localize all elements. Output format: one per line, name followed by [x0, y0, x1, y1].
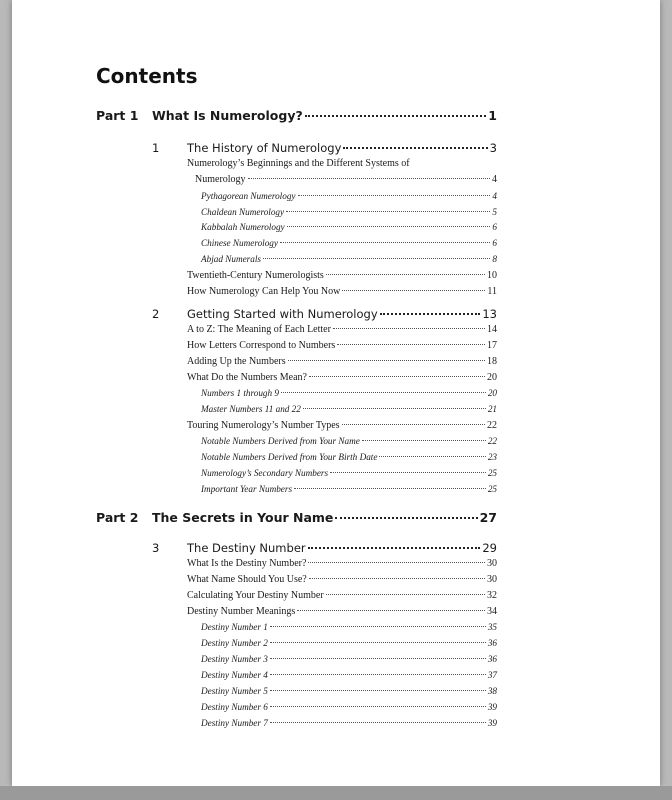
- page-number: 20: [487, 372, 497, 383]
- part-2-entry[interactable]: [96, 510, 497, 525]
- dot-leader: [326, 274, 485, 275]
- subsection-title: Numbers 1 through 9: [201, 388, 280, 398]
- section-title: How Numerology Can Help You Now: [187, 286, 341, 297]
- part-title: The Secrets in Your Name: [152, 510, 334, 525]
- subsection-entry[interactable]: [201, 702, 497, 712]
- dot-leader: [287, 226, 491, 227]
- subsection-entry[interactable]: [201, 207, 497, 217]
- page-number: 4: [492, 174, 497, 185]
- page-number: 6: [492, 222, 497, 232]
- section-title: What Name Should You Use?: [187, 574, 307, 585]
- page-number: 29: [482, 541, 497, 555]
- chapter-number: 3: [152, 541, 160, 555]
- page-number: 17: [487, 340, 497, 351]
- subsection-entry[interactable]: [201, 191, 497, 201]
- chapter-3-entry[interactable]: [152, 541, 497, 555]
- page-number: 34: [487, 606, 497, 617]
- dot-leader: [333, 328, 485, 329]
- section-entry[interactable]: [187, 356, 497, 367]
- page-number: 36: [487, 654, 497, 664]
- dot-leader: [270, 706, 486, 707]
- dot-leader: [248, 178, 490, 179]
- subsection-title: Destiny Number 5: [201, 686, 268, 696]
- dot-leader: [288, 360, 485, 361]
- section-entry[interactable]: [187, 606, 497, 617]
- dot-leader: [309, 376, 485, 377]
- subsection-entry[interactable]: [201, 436, 497, 446]
- page-number: 22: [487, 420, 497, 431]
- subsection-title: Destiny Number 4: [201, 670, 268, 680]
- subsection-title: Destiny Number 3: [201, 654, 268, 664]
- section-title: What Do the Numbers Mean?: [187, 372, 307, 383]
- dot-leader: [270, 722, 486, 723]
- section-title: Twentieth-Century Numerologists: [187, 270, 324, 281]
- section-entry-line2[interactable]: [195, 174, 497, 185]
- dot-leader: [308, 547, 481, 549]
- book-page: [12, 0, 660, 786]
- subsection-entry[interactable]: [201, 468, 497, 478]
- subsection-title: Destiny Number 2: [201, 638, 268, 648]
- subsection-title: Chaldean Numerology: [201, 207, 285, 217]
- part-1-entry[interactable]: [96, 108, 497, 123]
- page-number: 30: [487, 558, 497, 569]
- page-number: 37: [487, 670, 497, 680]
- dot-leader: [308, 562, 485, 563]
- section-title: Destiny Number Meanings: [187, 606, 296, 617]
- subsection-title: Destiny Number 7: [201, 718, 268, 728]
- dot-leader: [305, 115, 487, 117]
- page-number: 27: [479, 510, 497, 525]
- section-title: A to Z: The Meaning of Each Letter: [187, 324, 331, 335]
- section-entry[interactable]: [187, 324, 497, 335]
- page-number: 5: [492, 207, 497, 217]
- part-title: What Is Numerology?: [152, 108, 303, 123]
- page-number: 23: [487, 452, 497, 462]
- page-number: 14: [487, 324, 497, 335]
- page-number: 11: [487, 286, 497, 297]
- chapter-title: The Destiny Number: [187, 541, 306, 555]
- subsection-title: Destiny Number 6: [201, 702, 268, 712]
- section-entry[interactable]: [187, 590, 497, 601]
- section-entry[interactable]: [187, 340, 497, 351]
- dot-leader: [281, 392, 486, 393]
- dot-leader: [270, 674, 486, 675]
- page-number: 8: [492, 254, 497, 264]
- subsection-title: Abjad Numerals: [201, 254, 261, 264]
- dot-leader: [379, 456, 485, 457]
- subsection-title: Kabbalah Numerology: [201, 222, 285, 232]
- chapter-title: The History of Numerology: [187, 141, 342, 155]
- subsection-title: Pythagorean Numerology: [201, 191, 296, 201]
- dot-leader: [342, 424, 485, 425]
- part-label: Part 2: [96, 510, 139, 525]
- section-entry[interactable]: [187, 558, 497, 569]
- dot-leader: [362, 440, 486, 441]
- subsection-title: Chinese Numerology: [201, 238, 278, 248]
- dot-leader: [337, 344, 485, 345]
- section-title: Numerology: [195, 174, 246, 185]
- chapter-number: 2: [152, 307, 160, 321]
- section-entry[interactable]: [187, 372, 497, 383]
- page-number: 30: [487, 574, 497, 585]
- dot-leader: [335, 517, 477, 519]
- subsection-entry[interactable]: [201, 484, 497, 494]
- page-number: 4: [492, 191, 497, 201]
- subsection-entry[interactable]: [201, 718, 497, 728]
- page-number: 21: [487, 404, 497, 414]
- dot-leader: [280, 242, 490, 243]
- chapter-1-entry[interactable]: [152, 141, 497, 155]
- subsection-entry[interactable]: [201, 404, 497, 414]
- section-title: Adding Up the Numbers: [187, 356, 286, 367]
- chapter-number: 1: [152, 141, 160, 155]
- part-label: Part 1: [96, 108, 139, 123]
- section-entry[interactable]: [187, 270, 497, 281]
- page-number: 25: [487, 484, 497, 494]
- chapter-title: Getting Started with Numerology: [187, 307, 378, 321]
- section-entry[interactable]: [187, 420, 497, 431]
- dot-leader: [263, 258, 490, 259]
- page-number: 1: [488, 108, 497, 123]
- page-number: 13: [482, 307, 497, 321]
- subsection-entry[interactable]: [201, 622, 497, 632]
- section-title: How Letters Correspond to Numbers: [187, 340, 336, 351]
- section-entry[interactable]: [187, 574, 497, 585]
- chapter-2-entry[interactable]: [152, 307, 497, 321]
- page-number: 32: [487, 590, 497, 601]
- dot-leader: [294, 488, 486, 489]
- subsection-entry[interactable]: [201, 638, 497, 648]
- section-entry-line1[interactable]: [187, 158, 497, 169]
- subsection-entry[interactable]: [201, 388, 497, 398]
- dot-leader: [326, 594, 485, 595]
- page-number: 39: [487, 718, 497, 728]
- subsection-title: Notable Numbers Derived from Your Birth Date: [201, 452, 378, 462]
- dot-leader: [270, 658, 486, 659]
- section-title: Touring Numerology’s Number Types: [187, 420, 340, 431]
- dot-leader: [270, 642, 486, 643]
- subsection-entry[interactable]: [201, 452, 497, 462]
- viewer-bottom-band: [0, 786, 672, 800]
- subsection-title: Numerology’s Secondary Numbers: [201, 468, 329, 478]
- contents-title: Contents: [96, 64, 198, 88]
- page-number: 22: [487, 436, 497, 446]
- page-number: 38: [487, 686, 497, 696]
- section-title: Numerology’s Beginnings and the Different Systems of: [187, 158, 410, 169]
- subsection-entry[interactable]: [201, 654, 497, 664]
- dot-leader: [309, 578, 485, 579]
- section-entry[interactable]: [187, 286, 497, 297]
- subsection-entry[interactable]: [201, 686, 497, 696]
- subsection-title: Master Numbers 11 and 22: [201, 404, 301, 414]
- subsection-title: Notable Numbers Derived from Your Name: [201, 436, 360, 446]
- dot-leader: [297, 610, 485, 611]
- page-number: 6: [492, 238, 497, 248]
- page-number: 36: [487, 638, 497, 648]
- dot-leader: [298, 195, 491, 196]
- subsection-entry[interactable]: [201, 238, 497, 248]
- section-title: What Is the Destiny Number?: [187, 558, 307, 569]
- dot-leader: [342, 290, 485, 291]
- dot-leader: [343, 147, 487, 149]
- page-number: 25: [487, 468, 497, 478]
- subsection-title: Destiny Number 1: [201, 622, 268, 632]
- page-number: 10: [487, 270, 497, 281]
- dot-leader: [330, 472, 486, 473]
- page-number: 3: [489, 141, 497, 155]
- subsection-entry[interactable]: [201, 670, 497, 680]
- section-title: Calculating Your Destiny Number: [187, 590, 324, 601]
- dot-leader: [270, 626, 486, 627]
- page-number: 39: [487, 702, 497, 712]
- dot-leader: [380, 313, 481, 315]
- subsection-entry[interactable]: [201, 222, 497, 232]
- subsection-entry[interactable]: [201, 254, 497, 264]
- page-number: 18: [487, 356, 497, 367]
- subsection-title: Important Year Numbers: [201, 484, 293, 494]
- dot-leader: [270, 690, 486, 691]
- dot-leader: [286, 211, 490, 212]
- dot-leader: [303, 408, 486, 409]
- page-number: 20: [487, 388, 497, 398]
- page-number: 35: [487, 622, 497, 632]
